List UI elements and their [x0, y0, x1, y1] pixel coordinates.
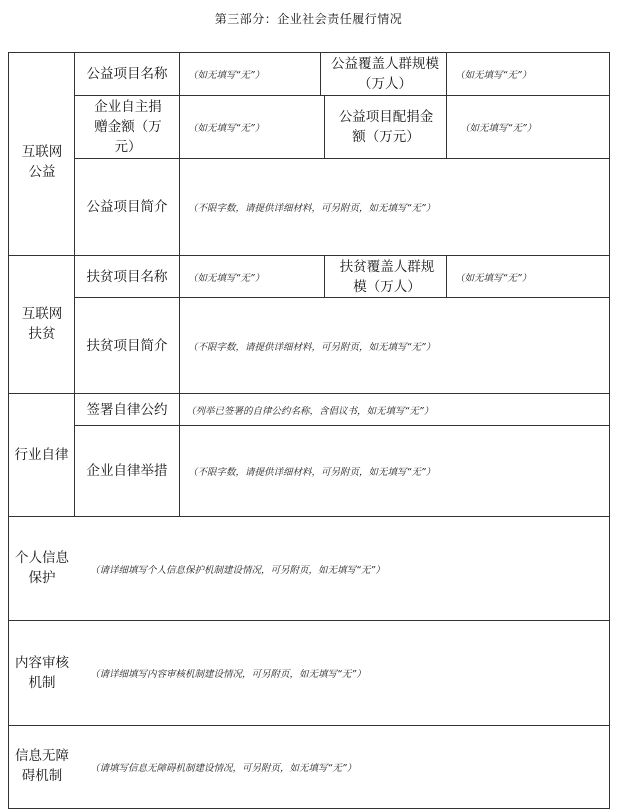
poverty-coverage-label: 扶贫覆盖人群规模（万人）	[339, 258, 435, 295]
section-label-internet-poverty: 互联网扶贫	[21, 306, 63, 342]
charity-donation-field[interactable]: （如无填写“无”）	[188, 123, 265, 134]
charity-intro-label: 公益项目简介	[86, 199, 168, 215]
poverty-intro-label: 扶贫项目简介	[86, 337, 168, 354]
charity-matching-label: 公益项目配捐金额（万元）	[338, 109, 434, 145]
measures-field[interactable]: （不限字数，请提供详细材料，可另附页，如无填写“无”）	[188, 467, 436, 478]
charity-coverage-field[interactable]: （如无填写“无”）	[455, 70, 532, 81]
accessibility-field[interactable]: （请填写信息无障碍机制建设情况，可另附页，如无填写“无”）	[90, 763, 357, 774]
poverty-intro-field[interactable]: （不限字数，请提供详细材料，可另附页，如无填写“无”）	[188, 341, 436, 353]
section-label-privacy: 个人信息保护	[15, 550, 69, 586]
charity-project-name-label: 公益项目名称	[86, 66, 168, 82]
section-label-self-discipline: 行业自律	[14, 447, 69, 463]
poverty-coverage-field[interactable]: （如无填写“无”）	[455, 272, 532, 284]
charity-coverage-label: 公益覆盖人群规模（万人）	[331, 56, 439, 92]
section-label-internet-charity: 互联网公益	[21, 144, 63, 180]
charity-intro-field[interactable]: （不限字数，请提供详细材料，可另附页，如无填写“无”）	[188, 203, 436, 214]
poverty-project-name-field[interactable]: （如无填写“无”）	[188, 272, 265, 284]
pact-label: 签署自律公约	[86, 401, 168, 418]
charity-project-name-field[interactable]: （如无填写“无”）	[188, 70, 265, 81]
privacy-field[interactable]: （请详细填写个人信息保护机制建设情况，可另附页，如无填写“无”）	[90, 564, 385, 576]
pact-field[interactable]: （列举已签署的自律公约名称，含倡议书，如无填写“无”）	[186, 405, 434, 417]
section-label-accessibility: 信息无障碍机制	[15, 748, 69, 784]
measures-label: 企业自律举措	[86, 463, 168, 479]
charity-donation-label: 企业自主捐赠金额（万元）	[94, 99, 162, 155]
section-label-content-review: 内容审核机制	[15, 655, 69, 691]
page-title: 第三部分：企业社会责任履行情况	[214, 12, 403, 26]
content-review-field[interactable]: （请详细填写内容审核机制建设情况，可另附页，如无填写“无”）	[90, 669, 366, 680]
poverty-project-name-label: 扶贫项目名称	[86, 268, 168, 285]
charity-matching-field[interactable]: （如无填写“无”）	[460, 123, 537, 134]
